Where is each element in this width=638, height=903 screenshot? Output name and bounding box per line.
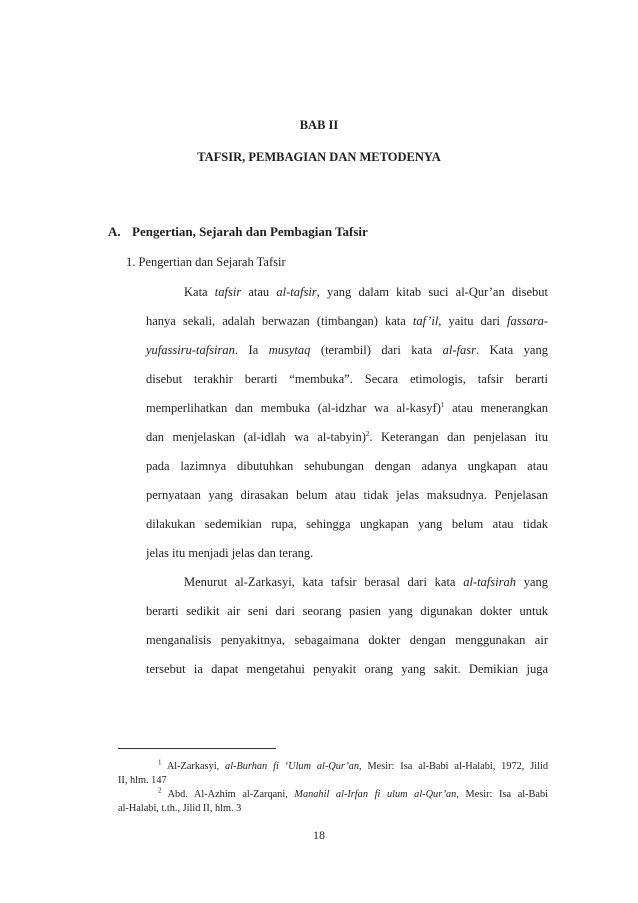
chapter-title: TAFSIR, PEMBAGIAN DAN METODENYA [197,150,441,164]
chapter-label: BAB II [299,118,339,132]
paragraph-line: tersebut ia dapat mengetahui penyakit orang yang sakit. Demikian juga [146,662,548,676]
paragraph-line: dilakukan sedemikian rupa, sehingga ungkapan yang belum atau tidak [146,517,548,531]
paragraph-line: hanya sekali, adalah berwazan (timbangan) kata taf’il, yaitu dari fassara- [146,314,548,328]
footnote-1-continued: II, hlm. 147 [118,775,167,786]
paragraph-line: jelas itu menjadi jelas dan terang. [146,546,314,560]
paragraph-line: Menurut al-Zarkasyi, kata tafsir berasal dari kata al-tafsirah yang [184,575,548,589]
page-number: 18 [313,828,325,842]
subsection-heading: 1. Pengertian dan Sejarah Tafsir [126,255,286,269]
paragraph-line: dan menjelaskan (al-idlah wa al-tabyin)$^2$. Keterangan dan penjelasan itu [146,429,548,444]
footnote-1: $^1$ Al-Zarkasyi, al-Burhan fi ‘Ulum al-Qur’an, Mesir: Isa al-Babi al-Halabi, 1972, Jilid [158,758,548,772]
paragraph-line: pernyataan yang dirasakan belum atau tidak jelas maksudnya. Penjelasan [146,488,548,502]
paragraph-line: disebut terakhir berarti “membuka”. Secara etimologis, tafsir berarti [146,372,548,386]
footnote-ref[interactable]: 2 [365,429,370,438]
paragraph-line: pada lazimnya dibutuhkan sehubungan dengan adanya ungkapan atau [146,459,548,473]
paragraph-line: menganalisis penyakitnya, sebagaimana dokter dengan menggunakan air [146,633,548,647]
footnote-number: 2 [158,786,162,795]
paragraph-line: yufassiru-tafsiran. Ia musytaq (terambil) dari kata al-fasr. Kata yang [146,343,548,357]
footnote-2: $^2$ Abd. Al-Azhim al-Zarqani, Manahil al-Irfan fi ulum al-Qur’an, Mesir: Isa al-Babi [158,786,548,800]
footnote-2-continued: al-Halabi, t.th., Jilid II, hlm. 3 [118,803,242,814]
footnote-number: 1 [158,758,162,767]
section-title: Pengertian, Sejarah dan Pembagian Tafsir [132,224,368,239]
paragraph-line: Kata tafsir atau al-tafsir, yang dalam kitab suci al-Qur’an disebut [184,285,548,299]
footnote-divider [118,748,276,749]
section-number: A. [108,224,121,239]
footnote-ref[interactable]: 1 [440,400,445,409]
paragraph-line: berarti sedikit air seni dari seorang pasien yang digunakan dokter untuk [146,604,548,618]
section-heading [108,224,368,240]
paragraph-line: memperlihatkan dan membuka (al-idzhar wa al-kasyf)$^1$ atau menerangkan [146,400,548,415]
